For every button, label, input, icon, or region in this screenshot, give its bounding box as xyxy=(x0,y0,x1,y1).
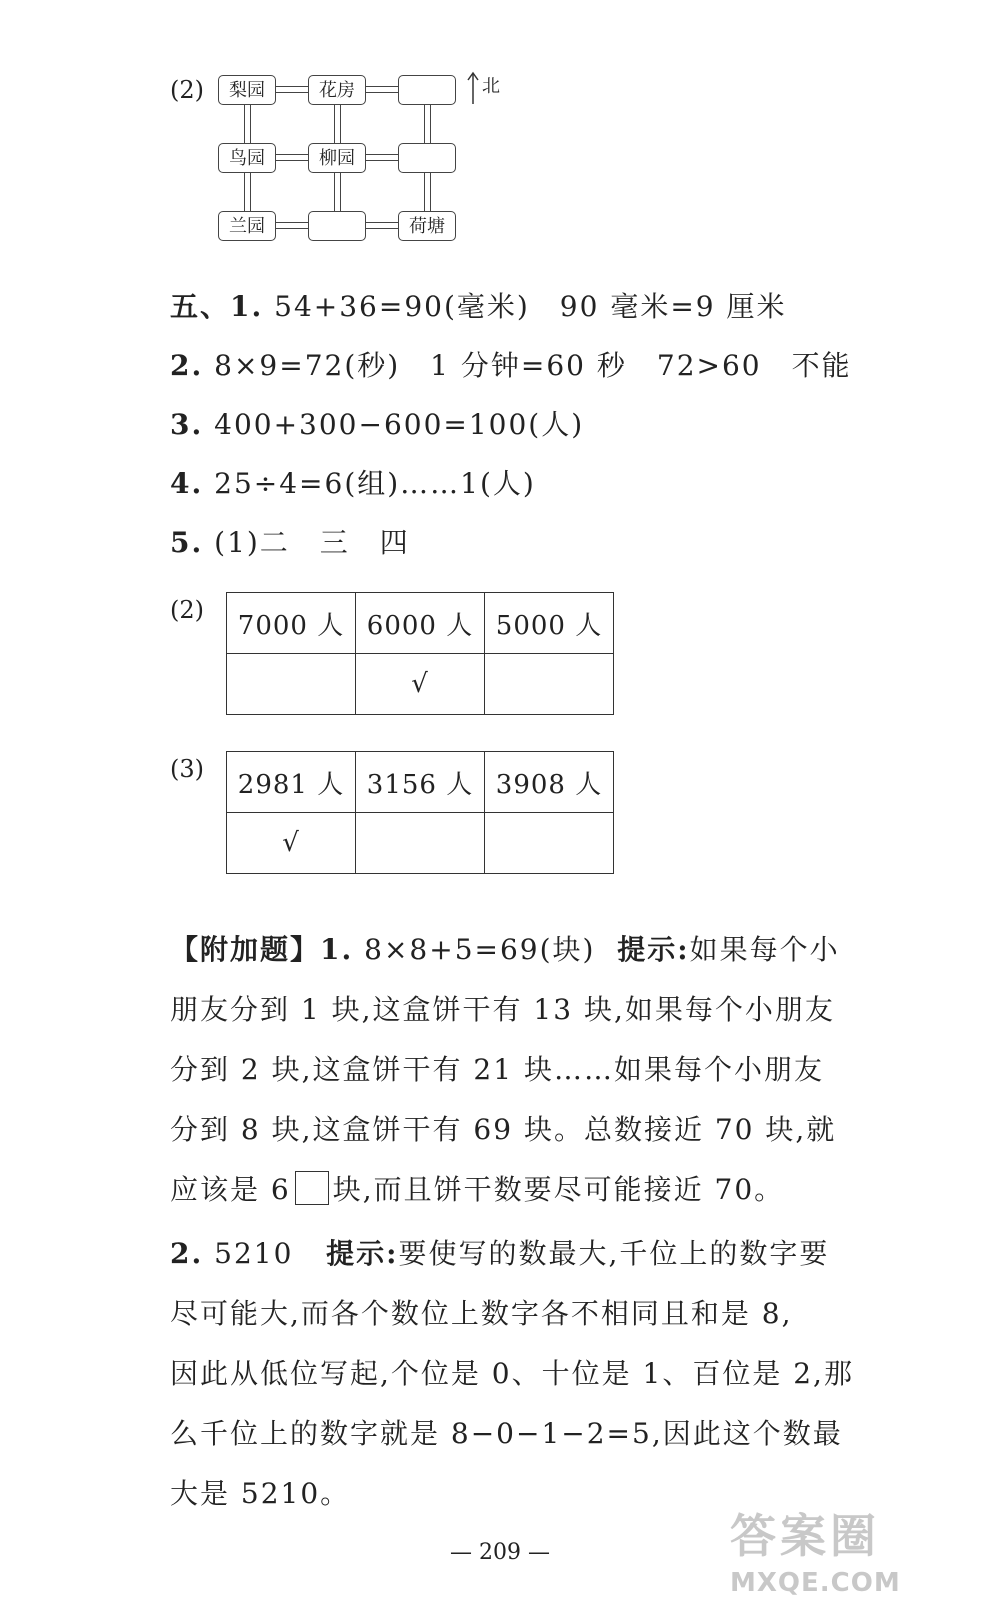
watermark xyxy=(730,1500,970,1600)
road xyxy=(366,222,400,229)
question-number: 五、1. xyxy=(170,290,264,323)
map-box-pear-garden: 梨园 xyxy=(218,75,276,105)
extra-tag: 【附加题】1. xyxy=(170,933,354,966)
extra-q1-line-5 xyxy=(170,1168,784,1208)
check-cell xyxy=(485,654,614,715)
north-label: 北 xyxy=(482,76,500,97)
road xyxy=(276,222,310,229)
table-2-label: (2) xyxy=(170,596,204,624)
check-cell xyxy=(356,813,485,874)
answer-text: 400+300−600=100(人) xyxy=(214,408,585,441)
page-number: — 209 — xyxy=(450,1540,550,1565)
extra-q1-line-2: 朋友分到 1 块,这盒饼干有 13 块,如果每个小朋友 xyxy=(170,993,835,1026)
answer-text: 8×9=72(秒) 1 分钟=60 秒 72>60 不能 xyxy=(214,349,852,382)
answer-text: 25÷4=6(组)……1(人) xyxy=(214,467,536,500)
table-header-cell: 3908 人 xyxy=(485,752,614,813)
answer-line-3 xyxy=(170,403,584,443)
hint-text: 要使写的数最大,千位上的数字要 xyxy=(398,1237,830,1270)
hint-label: 提示: xyxy=(326,1237,399,1270)
extra-q2-line-4: 么千位上的数字就是 8−0−1−2=5,因此这个数最 xyxy=(170,1417,843,1450)
check-cell xyxy=(485,813,614,874)
hint-label: 提示: xyxy=(617,933,690,966)
table-3 xyxy=(226,751,614,874)
answer-text: 54+36=90(毫米) 90 毫米=9 厘米 xyxy=(274,290,787,323)
extra-q2-line-5: 大是 5210。 xyxy=(170,1477,351,1510)
question-number: 5. xyxy=(170,526,204,559)
table-header-cell: 6000 人 xyxy=(356,593,485,654)
check-cell xyxy=(227,654,356,715)
table-header-cell: 3156 人 xyxy=(356,752,485,813)
watermark-url: MXQE.COM xyxy=(730,1568,901,1598)
question-number: 4. xyxy=(170,467,204,500)
question-number: 2. xyxy=(170,1237,204,1270)
question-number: 3. xyxy=(170,408,204,441)
north-arrow-icon xyxy=(466,70,480,106)
extra-q2-line-3: 因此从低位写起,个位是 0、十位是 1、百位是 2,那 xyxy=(170,1357,854,1390)
road xyxy=(276,86,310,93)
answer-line-5 xyxy=(170,521,410,561)
table-3-label: (3) xyxy=(170,755,204,783)
hint-text: 如果每个小 xyxy=(689,933,840,966)
table-header-cell: 2981 人 xyxy=(227,752,356,813)
extra-q2-line-2: 尽可能大,而各个数位上数字各不相同且和是 8, xyxy=(170,1297,793,1330)
map-box-lotus-pond: 荷塘 xyxy=(398,211,456,241)
watermark-logo-text: 答案圈 xyxy=(730,1509,880,1563)
map-box-willow-garden: 柳园 xyxy=(308,143,366,173)
check-cell: √ xyxy=(227,813,356,874)
table-header-cell: 5000 人 xyxy=(485,593,614,654)
road xyxy=(276,154,310,161)
answer-line-1 xyxy=(170,285,787,325)
road xyxy=(334,105,341,143)
table-row xyxy=(227,813,614,874)
question-number: 2. xyxy=(170,349,204,382)
map-box-empty xyxy=(398,75,456,105)
answer-line-4 xyxy=(170,462,536,502)
map-box-empty xyxy=(398,143,456,173)
answer-line-2 xyxy=(170,344,852,384)
map-box-flower-house: 花房 xyxy=(308,75,366,105)
table-header-row xyxy=(227,752,614,813)
road xyxy=(366,154,400,161)
map-box-bird-garden: 鸟园 xyxy=(218,143,276,173)
extra-q2-answer: 5210 xyxy=(214,1237,294,1270)
map-box-orchid-garden: 兰园 xyxy=(218,211,276,241)
check-cell: √ xyxy=(356,654,485,715)
table-header-cell: 7000 人 xyxy=(227,593,356,654)
table-2 xyxy=(226,592,614,715)
extra-q1-line-1 xyxy=(170,928,840,968)
blank-box xyxy=(295,1171,329,1205)
text: 块,而且饼干数要尽可能接近 70。 xyxy=(332,1173,785,1206)
extra-q2-line-1 xyxy=(170,1232,829,1272)
extra-q1-line-3: 分到 2 块,这盒饼干有 21 块……如果每个小朋友 xyxy=(170,1053,824,1086)
extra-q1-line-4: 分到 8 块,这盒饼干有 69 块。总数接近 70 块,就 xyxy=(170,1113,837,1146)
road xyxy=(244,105,251,143)
text: 应该是 6 xyxy=(170,1173,291,1206)
road xyxy=(366,86,400,93)
answer-text: (1)二 三 四 xyxy=(214,526,410,559)
road xyxy=(334,173,341,211)
extra-q1-answer: 8×8+5=69(块) xyxy=(364,933,596,966)
road xyxy=(424,173,431,211)
road xyxy=(244,173,251,211)
table-header-row xyxy=(227,593,614,654)
road xyxy=(424,105,431,143)
map-box-empty xyxy=(308,211,366,241)
map-label: (2) xyxy=(170,76,204,104)
table-row xyxy=(227,654,614,715)
